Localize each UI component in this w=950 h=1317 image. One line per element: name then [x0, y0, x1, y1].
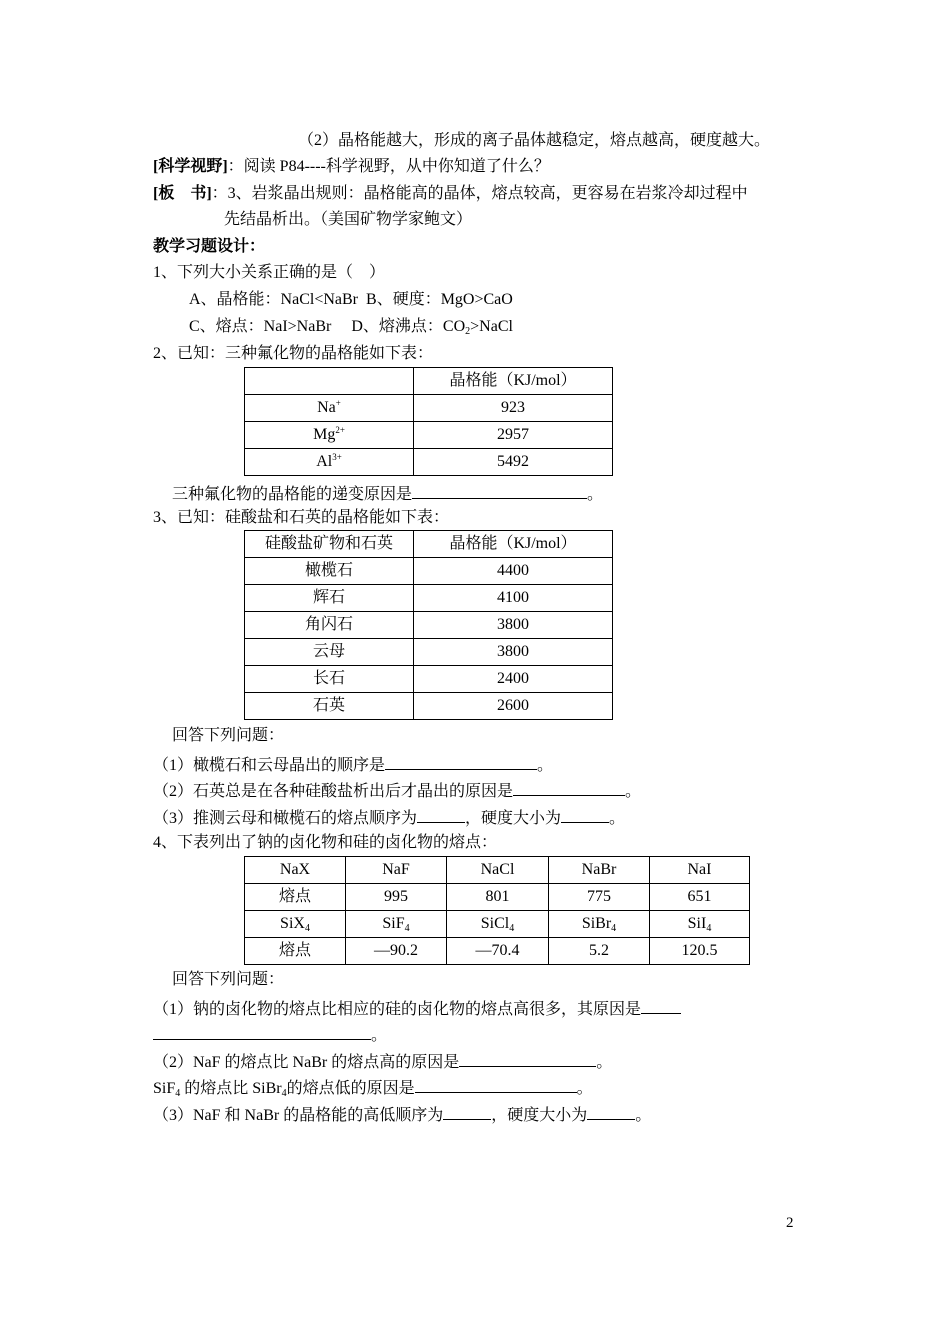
answer-blank[interactable]	[153, 1023, 371, 1040]
table-cell: SiI$_4$	[650, 911, 750, 938]
q4-sub-2: （2）NaF 的熔点比 NaBr 的熔点高的原因是 。	[153, 1050, 612, 1073]
science-view-line	[153, 157, 550, 177]
answer-blank[interactable]	[513, 779, 625, 796]
table-row	[245, 558, 613, 585]
board-tag: [板 书]	[153, 185, 212, 202]
table-row	[245, 911, 750, 938]
table-header-cell: 晶格能（KJ/mol）	[414, 531, 613, 558]
table-cell: Na+	[245, 395, 414, 422]
table-row	[245, 693, 613, 720]
table-cell: —70.4	[447, 938, 549, 965]
table-cell: 3800	[414, 639, 613, 666]
answer-blank[interactable]	[412, 482, 587, 499]
board-text-1: ：3、岩浆晶出规则：晶格能高的晶体，熔点较高，更容易在岩浆冷却过程中	[211, 185, 748, 202]
table-cell: 2400	[414, 666, 613, 693]
table-row	[245, 857, 750, 884]
q2-fluoride-table	[244, 367, 613, 476]
q3-answer-intro: 回答下列问题：	[172, 727, 285, 744]
table-row	[245, 612, 613, 639]
table-cell: 石英	[245, 693, 414, 720]
table-cell: 120.5	[650, 938, 750, 965]
table-row	[245, 938, 750, 965]
q3-sub-2: （2）石英总是在各种硅酸盐析出后才晶出的原因是 。	[153, 779, 641, 802]
q1-option-a: A、晶格能：NaCl<NaBr	[189, 291, 359, 308]
q2-stem: 2、已知：三种氟化物的晶格能如下表：	[153, 345, 434, 362]
table-cell: 熔点	[245, 884, 346, 911]
table-cell: —90.2	[346, 938, 447, 965]
table-cell: 923	[414, 395, 613, 422]
table-cell: NaBr	[549, 857, 650, 884]
table-cell: 辉石	[245, 585, 414, 612]
q4-sub-1: （1）钠的卤化物的熔点比相应的硅的卤化物的熔点高很多，其原因是	[153, 997, 681, 1020]
q2-question: 三种氟化物的晶格能的递变原因是 。	[172, 482, 603, 505]
page-number: 2	[786, 1215, 794, 1231]
table-cell: 角闪石	[245, 612, 414, 639]
board-line-2: 先结晶析出。（美国矿物学家鲍文）	[224, 211, 473, 228]
table-cell: NaI	[650, 857, 750, 884]
table-cell: 4400	[414, 558, 613, 585]
q3-sub-1: （1）橄榄石和云母晶出的顺序是 。	[153, 753, 553, 776]
table-cell: 801	[447, 884, 549, 911]
table-cell: SiX$_4$	[245, 911, 346, 938]
table-cell: 4100	[414, 585, 613, 612]
table-header-cell: 晶格能（KJ/mol）	[414, 368, 613, 395]
answer-blank[interactable]	[417, 806, 465, 823]
table-cell: 651	[650, 884, 750, 911]
intro-point-2: （2）晶格能越大，形成的离子晶体越稳定，熔点越高，硬度越大。	[298, 132, 771, 149]
q1-option-c: C、熔点：NaI>NaBr	[189, 318, 332, 335]
table-row	[245, 884, 750, 911]
science-view-tag: [科学视野]	[153, 158, 228, 175]
table-cell: 熔点	[245, 938, 346, 965]
table-cell: $Al^{3+}$	[245, 449, 414, 476]
table-cell: 5492	[414, 449, 613, 476]
table-cell: NaCl	[447, 857, 549, 884]
table-cell: 2957	[414, 422, 613, 449]
table-cell	[245, 368, 414, 395]
q4-halide-table	[244, 856, 750, 965]
table-row	[245, 666, 613, 693]
table-row	[245, 395, 613, 422]
table-cell: 5.2	[549, 938, 650, 965]
table-row	[245, 585, 613, 612]
table-cell: 3800	[414, 612, 613, 639]
board-line-1	[153, 184, 748, 204]
q4-sub-2b: SiF$_4$ 的熔点比 SiBr$_4$的熔点低的原因是 。	[153, 1076, 593, 1099]
table-cell: SiF$_4$	[346, 911, 447, 938]
q1-options-cd	[189, 317, 513, 337]
table-cell: SiBr$_4$	[549, 911, 650, 938]
exercise-heading: 教学习题设计：	[153, 238, 266, 255]
answer-blank[interactable]	[385, 753, 537, 770]
table-cell: $Mg^{2+}$	[245, 422, 414, 449]
q1-option-b: B、硬度：MgO>CaO	[366, 291, 513, 308]
q1-options-ab	[189, 290, 513, 310]
table-cell: 2600	[414, 693, 613, 720]
q4-sub-3: （3）NaF 和 NaBr 的晶格能的高低顺序为 ，硬度大小为 。	[153, 1103, 651, 1126]
table-cell: 云母	[245, 639, 414, 666]
answer-blank[interactable]	[561, 806, 609, 823]
table-cell: 775	[549, 884, 650, 911]
science-view-text: ：阅读 P84----科学视野，从中你知道了什么？	[227, 158, 550, 175]
table-row	[245, 449, 613, 476]
table-cell: NaF	[346, 857, 447, 884]
table-row	[245, 422, 613, 449]
table-cell: NaX	[245, 857, 346, 884]
q4-sub-1-continued: 。	[153, 1023, 387, 1046]
table-cell: 995	[346, 884, 447, 911]
q3-silicate-table	[244, 530, 613, 720]
q3-sub-3: （3）推测云母和橄榄石的熔点顺序为 ，硬度大小为 。	[153, 806, 625, 829]
table-row	[245, 531, 613, 558]
answer-blank[interactable]	[443, 1103, 491, 1120]
table-cell: 橄榄石	[245, 558, 414, 585]
table-row	[245, 368, 613, 395]
table-row	[245, 639, 613, 666]
answer-blank[interactable]	[415, 1076, 577, 1093]
table-cell: SiCl$_4$	[447, 911, 549, 938]
q1-option-d: D、熔沸点：$CO_2>NaCl$	[351, 318, 513, 337]
answer-blank[interactable]	[641, 997, 681, 1014]
answer-blank[interactable]	[587, 1103, 635, 1120]
q4-answer-intro: 回答下列问题：	[172, 971, 285, 988]
q4-stem: 4、下表列出了钠的卤化物和硅的卤化物的熔点：	[153, 834, 498, 851]
q1-stem: 1、下列大小关系正确的是（ ）	[153, 264, 386, 281]
table-cell: 长石	[245, 666, 414, 693]
q3-stem: 3、已知：硅酸盐和石英的晶格能如下表：	[153, 509, 450, 526]
table-header-cell: 硅酸盐矿物和石英	[245, 531, 414, 558]
answer-blank[interactable]	[459, 1050, 596, 1067]
